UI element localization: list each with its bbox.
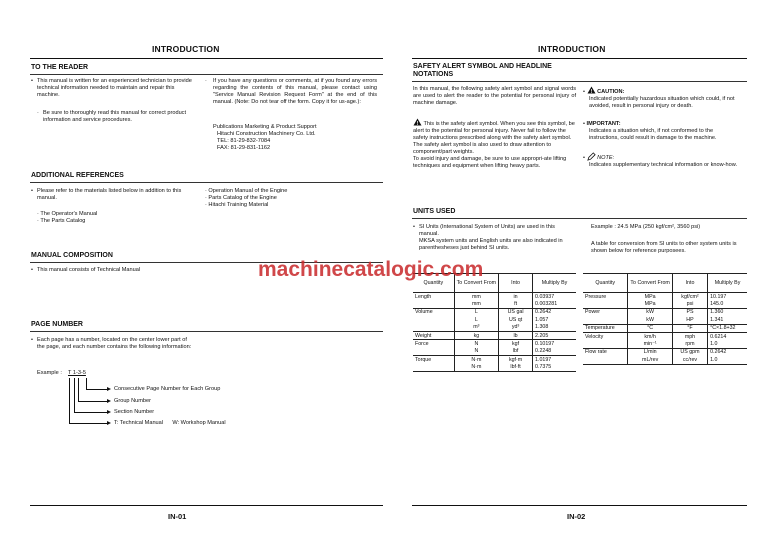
tr-cell-into: cc/rev [672,356,707,364]
tl-cell-into: US qt [499,316,533,323]
tl-cell-into: US gal [499,308,533,316]
tl-cell-multiply: 0.2248 [535,348,552,355]
tr-head-multiply: Multiply By [708,274,747,293]
page-number-p1: • Each page has a number, located on the center lower part of the page, and each number contains the following information: [31,337,192,350]
tr-cell-quantity [583,300,628,308]
tl-row [413,356,576,364]
conversion-table-right [583,273,747,365]
to-reader-p3: · If you have any questions or comments, at if you found any errors regarding the contents of this manual, please contact using "Service Manual Revision Request Form" at the end of this manual. (Note: Do not tear off the form. Copy it for us-age.): [205,78,377,105]
tr-cell-multiply: 1.341 [710,316,724,323]
tl-cell-multiply: 0.10197 [533,340,576,348]
safety-alert-icon [413,118,422,126]
tl-row [413,300,576,308]
tl-cell-quantity [413,316,454,323]
tl-row [413,308,576,316]
tr-cell-from: L/min [628,348,672,356]
tr-cell-into: rpm [672,340,707,348]
contact-company: Hitachi Construction Machinery Co. Ltd. [217,131,316,137]
svg-text:!: ! [590,88,592,94]
tl-cell-quantity: Weight [413,331,454,339]
tl-cell-from: kg [454,331,498,339]
tl-cell-quantity [413,324,454,332]
ref-training-material: · Hitachi Training Material [205,202,269,208]
to-reader-p2: · Be sure to thoroughly read this manual for correct product information and service procedures. [37,110,187,123]
units-p1: SI Units (International System of Units) are used in this manual. [419,224,555,237]
tr-cell-from: km/h [628,332,672,340]
tr-cell-quantity: Pressure [583,293,628,301]
tr-cell-quantity: Temperature [583,324,628,332]
tr-head-quantity: Quantity [583,274,628,293]
tr-cell-from: MPa [628,300,672,308]
to-reader-p1: • This manual is written for an experienced technician to provide technical information needed to maintain and repair this machine. [31,78,192,98]
tr-cell-multiply: 0.2642 [708,348,747,356]
caution-label: CAUTION: [597,89,625,95]
page-number-title: PAGE NUMBER [31,321,83,328]
note-text: Indicates supplementary technical information or know-how. [589,162,737,168]
legend-arrow-type [69,423,108,424]
contact-block [213,124,383,152]
tl-cell-quantity: Torque [413,356,454,364]
watermark: machinecatalogic.com [258,258,484,281]
tr-cell-from: min⁻¹ [628,340,672,348]
tl-cell-from: N·m [454,356,498,364]
example-label: Example : [37,370,62,376]
tl-head-into: Into [499,274,533,293]
tr-cell-into: kgf/cm² [672,293,707,301]
tl-row [413,293,576,301]
tr-cell-multiply: 1.360 [708,308,747,316]
tr-cell-from: kW [628,316,672,324]
additional-refs-rule [30,182,383,183]
tr-cell-multiply: 145.0 [710,301,724,308]
tr-cell-from: °C [628,324,672,332]
caution-alert-icon [587,86,596,94]
tr-row [583,308,747,316]
units-title: UNITS USED [413,208,456,215]
tr-cell-quantity [583,356,628,364]
tr-row [583,324,747,332]
ref-operators-manual: · The Operator's Manual [37,211,98,217]
safety-p2-block [413,118,576,170]
tl-row [413,331,576,339]
caution-block: • ! CAUTION: Indicated potentially hazardous situation which could, if not avoided, result in personal injury or death. [583,86,743,110]
tr-cell-multiply: °C×1.8+32 [708,324,747,332]
tr-cell-quantity: Velocity [583,332,628,340]
legend-arrow-section [74,412,108,413]
ref-engine-operation: · Operation Manual of the Engine [205,188,288,194]
tr-cell-multiply: 10.197 [708,293,747,301]
tr-cell-into: US gpm [672,348,707,356]
manual-composition-title: MANUAL COMPOSITION [31,252,113,259]
legend-line-page [86,378,87,389]
tl-cell-into: lbf·ft [499,364,533,372]
example-value: T 1-3-5 [68,370,86,376]
tl-cell-multiply: 0.03937 [533,293,576,301]
additional-refs-list-right [205,188,287,209]
tl-cell-from: mm [454,300,498,308]
units-p2: MKSA system units and English units are also indicated in parenthesheses just behind SI units. [419,238,563,251]
additional-refs-p1: • Please refer to the materials listed below in addition to this manual. [31,188,182,201]
page-number-rule [30,331,383,332]
left-header-rule [30,58,383,59]
note-block: • NOTE: Indicates supplementary technical information or know-how. [583,152,743,169]
tl-row [413,364,576,372]
legend-page-label: Consecutive Page Number for Each Group [114,386,221,392]
tr-cell-into: mph [672,332,707,340]
tl-head-from: To Convert From [454,274,498,293]
tr-row [583,300,747,308]
tl-cell-into: kgf·m [499,356,533,364]
safety-p3: The safety alert symbol is also used to draw attention to component/part weights. [413,142,552,155]
legend-group-label: Group Number [114,398,151,404]
tl-cell-multiply: 2.205 [533,331,576,339]
tl-cell-multiply: 1.0197 [533,356,576,364]
contact-tel: TEL: 81-29-832-7084 [217,138,271,144]
contact-org: Publications Marketing & Product Support [213,124,317,130]
tl-cell-multiply: 0.2642 [533,308,576,316]
legend-line-type [69,378,70,423]
tl-cell-into: in [499,293,533,301]
tr-row [583,332,747,340]
note-pencil-icon [587,152,596,161]
conversion-table-left [413,273,576,372]
tr-row [583,293,747,301]
tl-cell-from: L [454,316,498,323]
tr-cell-into: PS [672,308,707,316]
safety-rule [412,81,747,82]
to-reader-title: TO THE READER [31,64,89,71]
tr-row [583,316,747,324]
tr-row [583,348,747,356]
right-page-number: IN-02 [567,512,586,521]
legend-type-label: T: Technical Manual W: Workshop Manual [114,420,226,426]
tr-cell-multiply: 0.6214 [708,332,747,340]
right-page-header: INTRODUCTION [538,44,606,54]
tl-cell-into: lb [499,331,533,339]
manual-composition-p1: • This manual consists of Technical Manual [31,267,141,273]
tl-cell-quantity: Length [413,293,454,301]
tr-row [583,340,747,348]
tr-cell-into: psi [672,300,707,308]
tr-head-into: Into [672,274,707,293]
tl-row [413,348,576,356]
important-block: • IMPORTANT: Indicates a situation which, if not conformed to the instructions, could result in damage to the machine. [583,121,743,142]
tl-cell-into: lbf [499,348,533,356]
tr-cell-into: °F [672,324,707,332]
tl-head-quantity: Quantity [413,274,454,293]
units-p1-block: • SI Units (International System of Units) are used in this manual. MKSA system units and English units are also indicated in parenthesheses just behind SI units. [413,224,576,252]
tr-cell-from: mL/rev [628,356,672,364]
left-page-header: INTRODUCTION [152,44,220,54]
safety-title [413,63,552,79]
units-example: Example : 24.5 MPa (250 kgf/cm², 3560 psi) [591,224,701,230]
tr-cell-quantity [583,340,628,348]
legend-section-label: Section Number [114,409,155,415]
tr-cell-multiply: 1.0 [710,341,718,348]
tr-cell-from: MPa [628,293,672,301]
legend-arrow-group [78,401,108,402]
svg-text:!: ! [416,120,419,126]
tl-cell-multiply: 1.057 [535,316,549,323]
to-reader-rule [30,74,383,75]
tl-cell-into: yd³ [499,324,533,332]
tr-cell-into: HP [672,316,707,324]
tr-cell-from: kW [628,308,672,316]
tr-row [583,356,747,364]
legend-line-section [74,378,75,412]
right-footer-rule [412,505,747,506]
tl-cell-into: kgf [499,340,533,348]
tr-head-from: To Convert From [628,274,672,293]
additional-refs-list-left [37,211,97,225]
tl-cell-from: N [454,340,498,348]
tl-cell-quantity [413,364,454,372]
tl-cell-from: m³ [454,324,498,332]
safety-p1: In this manual, the following safety alert symbol and signal words are used to alert the reader to the potential for personal injury of machine damage. [413,86,576,106]
additional-refs-title: ADDITIONAL REFERENCES [31,172,124,179]
tr-cell-quantity: Flow rate [583,348,628,356]
note-label: NOTE: [597,155,615,161]
tl-row [413,316,576,323]
safety-p4: To avoid injury and damage, be sure to use appropri-ate lifting techniques and equipment when lifting heavy parts. [413,156,567,169]
legend-line-group [78,378,79,401]
safety-title-line2: NOTATIONS [413,71,454,78]
units-p3: A table for conversion from SI units to other system units is shown below for reference purposees. [591,241,737,254]
tr-cell-multiply: 1.0 [708,356,747,364]
important-label: IMPORTANT: [586,121,621,127]
tr-cell-quantity: Power [583,308,628,316]
tl-cell-quantity: Volume [413,308,454,316]
ref-engine-parts: · Parts Catalog of the Engine [205,195,277,201]
tl-head-multiply: Multiply By [533,274,576,293]
units-rule [412,218,747,219]
right-header-rule [412,58,747,59]
ref-parts-catalog: · The Parts Catalog [37,218,86,224]
tl-cell-multiply: 1.308 [535,324,549,331]
contact-fax: FAX: 81-29-831-1162 [217,145,271,151]
tl-cell-into: ft [499,300,533,308]
safety-p2: This is the safety alert symbol. When you see this symbol, be alert to the potential for personal injury. Never fail to follow the safety instructions prescribed along with the safety alert symbol. [413,121,575,141]
left-page-number: IN-01 [168,512,187,521]
tl-cell-quantity: Force [413,340,454,348]
left-footer-rule [30,505,383,506]
tl-cell-multiply: 0.003281 [535,301,558,308]
safety-title-line1: SAFETY ALERT SYMBOL AND HEADLINE [413,63,552,70]
tl-cell-from: L [454,308,498,316]
tl-cell-quantity [413,300,454,308]
tl-row [413,324,576,332]
tl-cell-from: N·m [454,364,498,372]
caution-text: Indicated potentially hazardous situation which could, if not avoided, result in personal injury or death. [589,96,735,109]
important-text: Indicates a situation which, if not conformed to the instructions, could result in damage to the machine. [589,128,717,141]
tl-cell-from: mm [454,293,498,301]
tl-cell-from: N [454,348,498,356]
tl-cell-multiply: 0.7375 [533,364,576,372]
legend-arrow-page [86,389,108,390]
tr-cell-quantity [583,316,628,324]
tl-cell-quantity [413,348,454,356]
tl-row [413,340,576,348]
